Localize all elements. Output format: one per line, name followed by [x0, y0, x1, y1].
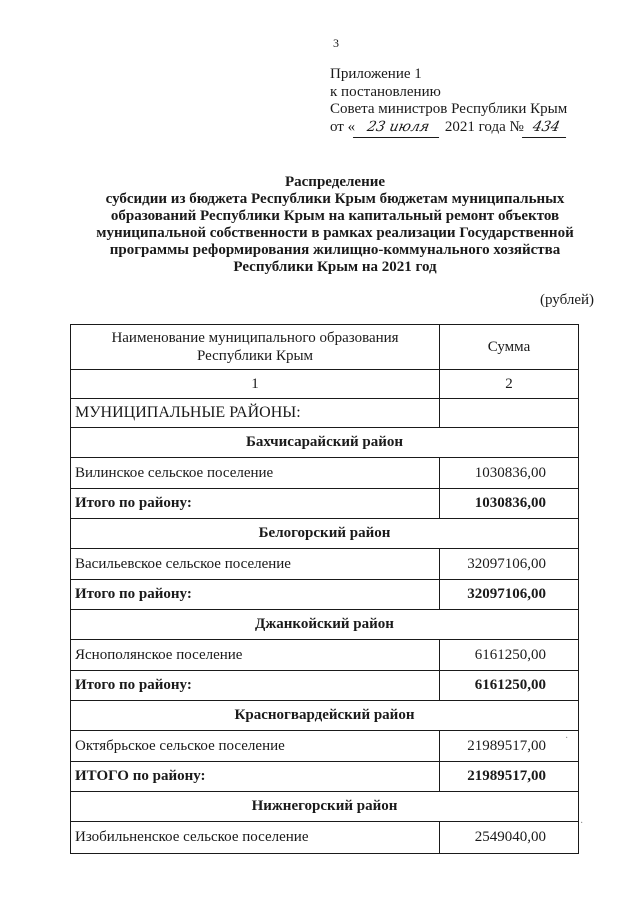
- column-number-row: [71, 370, 579, 399]
- distribution-table: [70, 324, 579, 854]
- total-amount: 21989517,00: [440, 762, 579, 792]
- table-row: [71, 731, 579, 762]
- district-total-row: [71, 489, 579, 519]
- total-label: Итого по району:: [71, 580, 440, 610]
- district-total-row: [71, 671, 579, 701]
- total-amount: 1030836,00: [440, 489, 579, 519]
- header-name-cell: [71, 325, 440, 370]
- district-row: [71, 428, 579, 458]
- section-row: [71, 399, 579, 428]
- document-title: [60, 174, 610, 276]
- section-empty-cell: [440, 399, 579, 428]
- settlement-amount: 2549040,00: [440, 822, 579, 854]
- title-line-3: образований Республики Крым на капитальный ремонт объектов: [110, 208, 560, 224]
- district-total-row: [71, 580, 579, 610]
- header-name-line-2: Республики Крым: [196, 348, 314, 364]
- date-prefix: от «: [330, 118, 356, 135]
- settlement-name: Изобильненское сельское поселение: [71, 822, 440, 854]
- section-label: МУНИЦИПАЛЬНЫЕ РАЙОНЫ:: [71, 399, 440, 428]
- appendix-line-1: Приложение 1: [330, 66, 422, 82]
- settlement-name: Васильевское сельское поселение: [71, 549, 440, 580]
- handwritten-date: 23 июля: [353, 119, 443, 138]
- header-sum-cell: Сумма: [440, 325, 579, 370]
- handwritten-number: 434: [522, 119, 570, 138]
- units-label: (рублей): [540, 292, 595, 308]
- settlement-name: Октябрьское сельское поселение: [71, 731, 440, 762]
- page-number: 3: [333, 36, 339, 50]
- settlement-amount: 6161250,00: [440, 640, 579, 671]
- appendix-date-line: [330, 119, 568, 138]
- district-row: [71, 610, 579, 640]
- appendix-line-2: к постановлению: [330, 83, 441, 100]
- settlement-amount: 1030836,00: [440, 458, 579, 489]
- settlement-amount: 21989517,00: [440, 731, 579, 762]
- column-number-1: 1: [71, 370, 440, 399]
- total-label: ИТОГО по району:: [71, 762, 440, 792]
- title-line-5: программы реформирования жилищно-коммунального хозяйства: [109, 242, 561, 258]
- district-name: Красногвардейский район: [71, 701, 579, 731]
- district-name: Бахчисарайский район: [71, 428, 579, 458]
- district-name: Джанкойский район: [71, 610, 579, 640]
- title-line-4: муниципальной собственности в рамках реализации Государственной: [96, 225, 574, 241]
- settlement-name: Вилинское сельское поселение: [71, 458, 440, 489]
- district-row: [71, 792, 579, 822]
- total-label: Итого по району:: [71, 489, 440, 519]
- district-row: [71, 519, 579, 549]
- total-label: Итого по району:: [71, 671, 440, 701]
- column-number-2: 2: [440, 370, 579, 399]
- scan-speck: ·: [580, 818, 584, 829]
- district-name: Белогорский район: [71, 519, 579, 549]
- table-row: [71, 822, 579, 854]
- table-row: [71, 640, 579, 671]
- table-header-row: [71, 325, 579, 370]
- title-line-2: субсидии из бюджета Республики Крым бюджетам муниципальных: [105, 191, 565, 207]
- scan-speck: ·: [565, 733, 569, 744]
- total-amount: 32097106,00: [440, 580, 579, 610]
- district-row: [71, 701, 579, 731]
- settlement-name: Яснополянское поселение: [71, 640, 440, 671]
- total-amount: 6161250,00: [440, 671, 579, 701]
- table-row: [71, 549, 579, 580]
- district-total-row: [71, 762, 579, 792]
- date-suffix: 2021 года №: [444, 118, 524, 135]
- table-row: [71, 458, 579, 489]
- appendix-line-3: Совета министров Республики Крым: [330, 101, 568, 117]
- title-line-1: Распределение: [284, 174, 386, 190]
- settlement-amount: 32097106,00: [440, 549, 579, 580]
- title-line-6: Республики Крым на 2021 год: [233, 259, 437, 275]
- header-name-line-1: Наименование муниципального образования: [111, 330, 399, 346]
- district-name: Нижнегорский район: [71, 792, 579, 822]
- appendix-block: [330, 66, 568, 137]
